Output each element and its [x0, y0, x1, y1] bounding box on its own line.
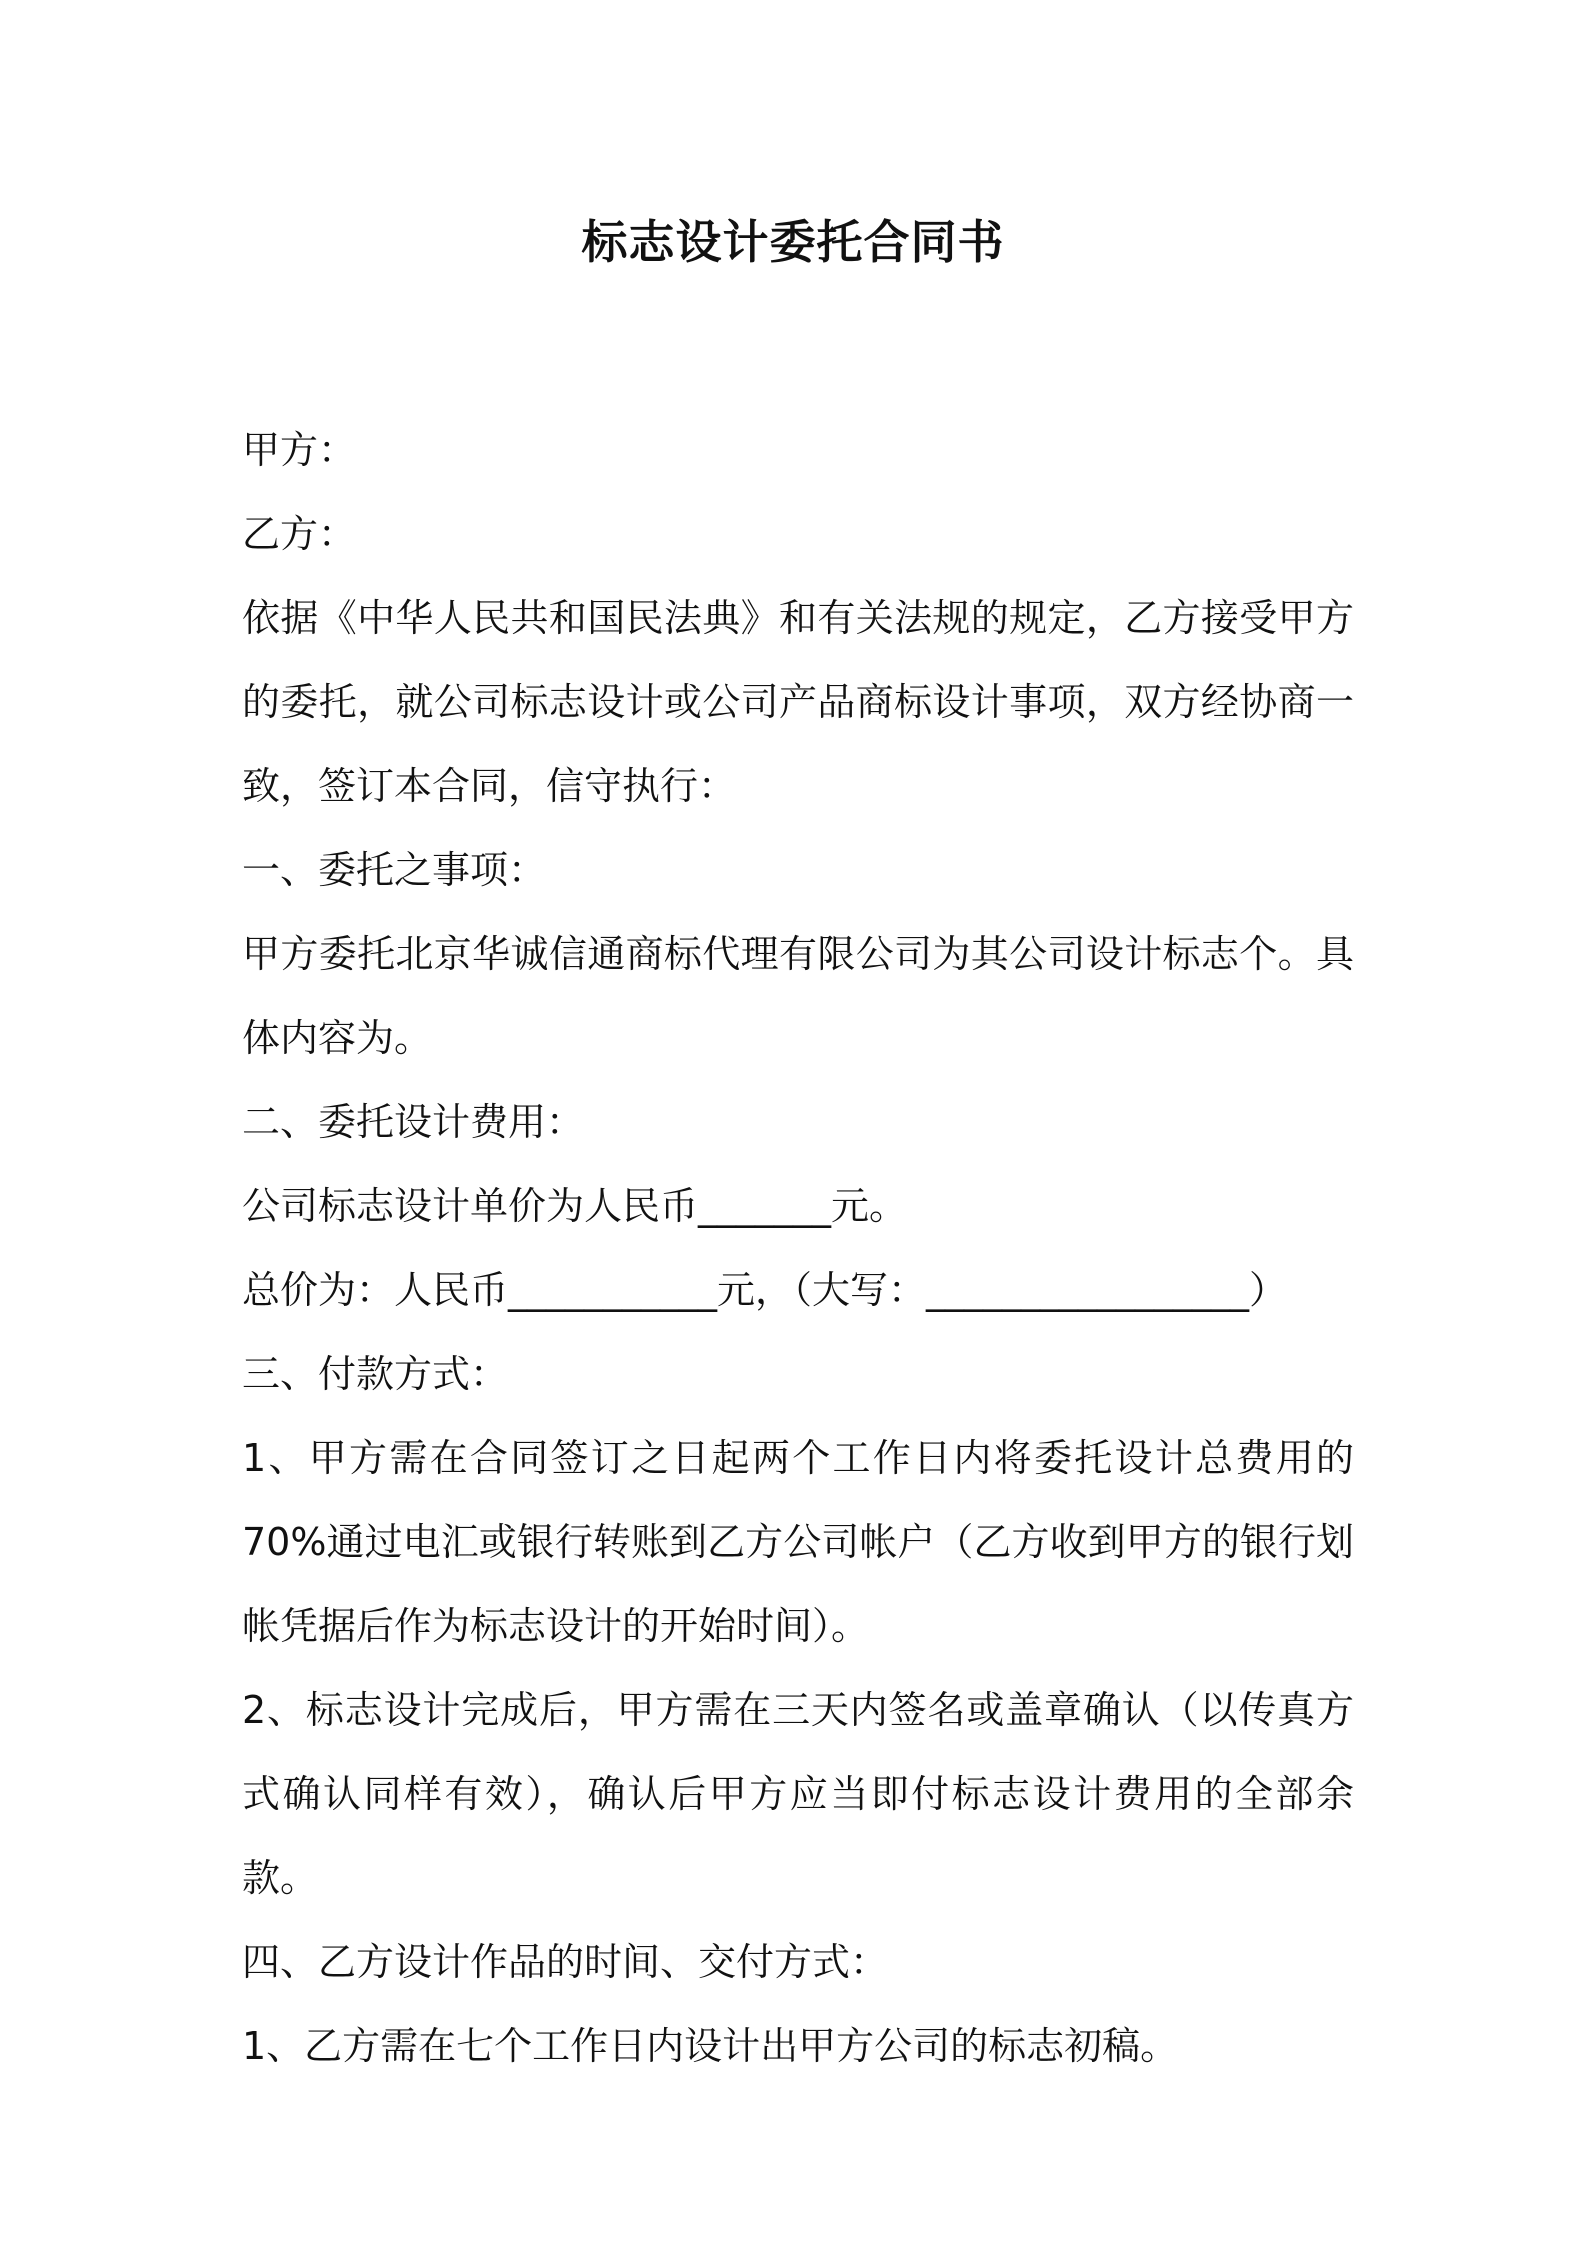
- preamble-paragraph: 依据《中华人民共和国民法典》和有关法规的规定，乙方接受甲方的委托，就公司标志设计或公司产品商标设计事项，双方经协商一致，签订本合同，信守执行：: [242, 596, 1354, 808]
- document-title: 标志设计委托合同书: [581, 215, 1005, 269]
- section-4-heading: 四、乙方设计作品的时间、交付方式：: [242, 1940, 889, 1984]
- delivery-item-1: 1、乙方需在七个工作日内设计出甲方公司的标志初稿。: [242, 2024, 1179, 2068]
- section-1-heading: 一、委托之事项：: [242, 848, 547, 892]
- section-1-text: 甲方委托北京华诚信通商标代理有限公司为其公司设计标志个。具体内容为。: [242, 932, 1354, 1060]
- payment-item-2: 2、标志设计完成后，甲方需在三天内签名或盖章确认（以传真方式确认同样有效），确认后甲方应当即付标志设计费用的全部余款。: [242, 1688, 1354, 1900]
- total-price-line: 总价为：人民币___________元，（大写：_________________）: [242, 1268, 1288, 1312]
- party-a-line: 甲方：: [242, 428, 357, 472]
- unit-price-line: 公司标志设计单价为人民币_______元。: [242, 1184, 908, 1228]
- section-3-heading: 三、付款方式：: [242, 1352, 509, 1396]
- document-body: [242, 408, 1354, 2088]
- party-b-line: 乙方：: [242, 512, 357, 556]
- payment-item-1: 1、甲方需在合同签订之日起两个工作日内将委托设计总费用的 70%通过电汇或银行转账到乙方公司帐户（乙方收到甲方的银行划帐凭据后作为标志设计的开始时间）。: [242, 1436, 1354, 1648]
- section-2-heading: 二、委托设计费用：: [242, 1100, 585, 1144]
